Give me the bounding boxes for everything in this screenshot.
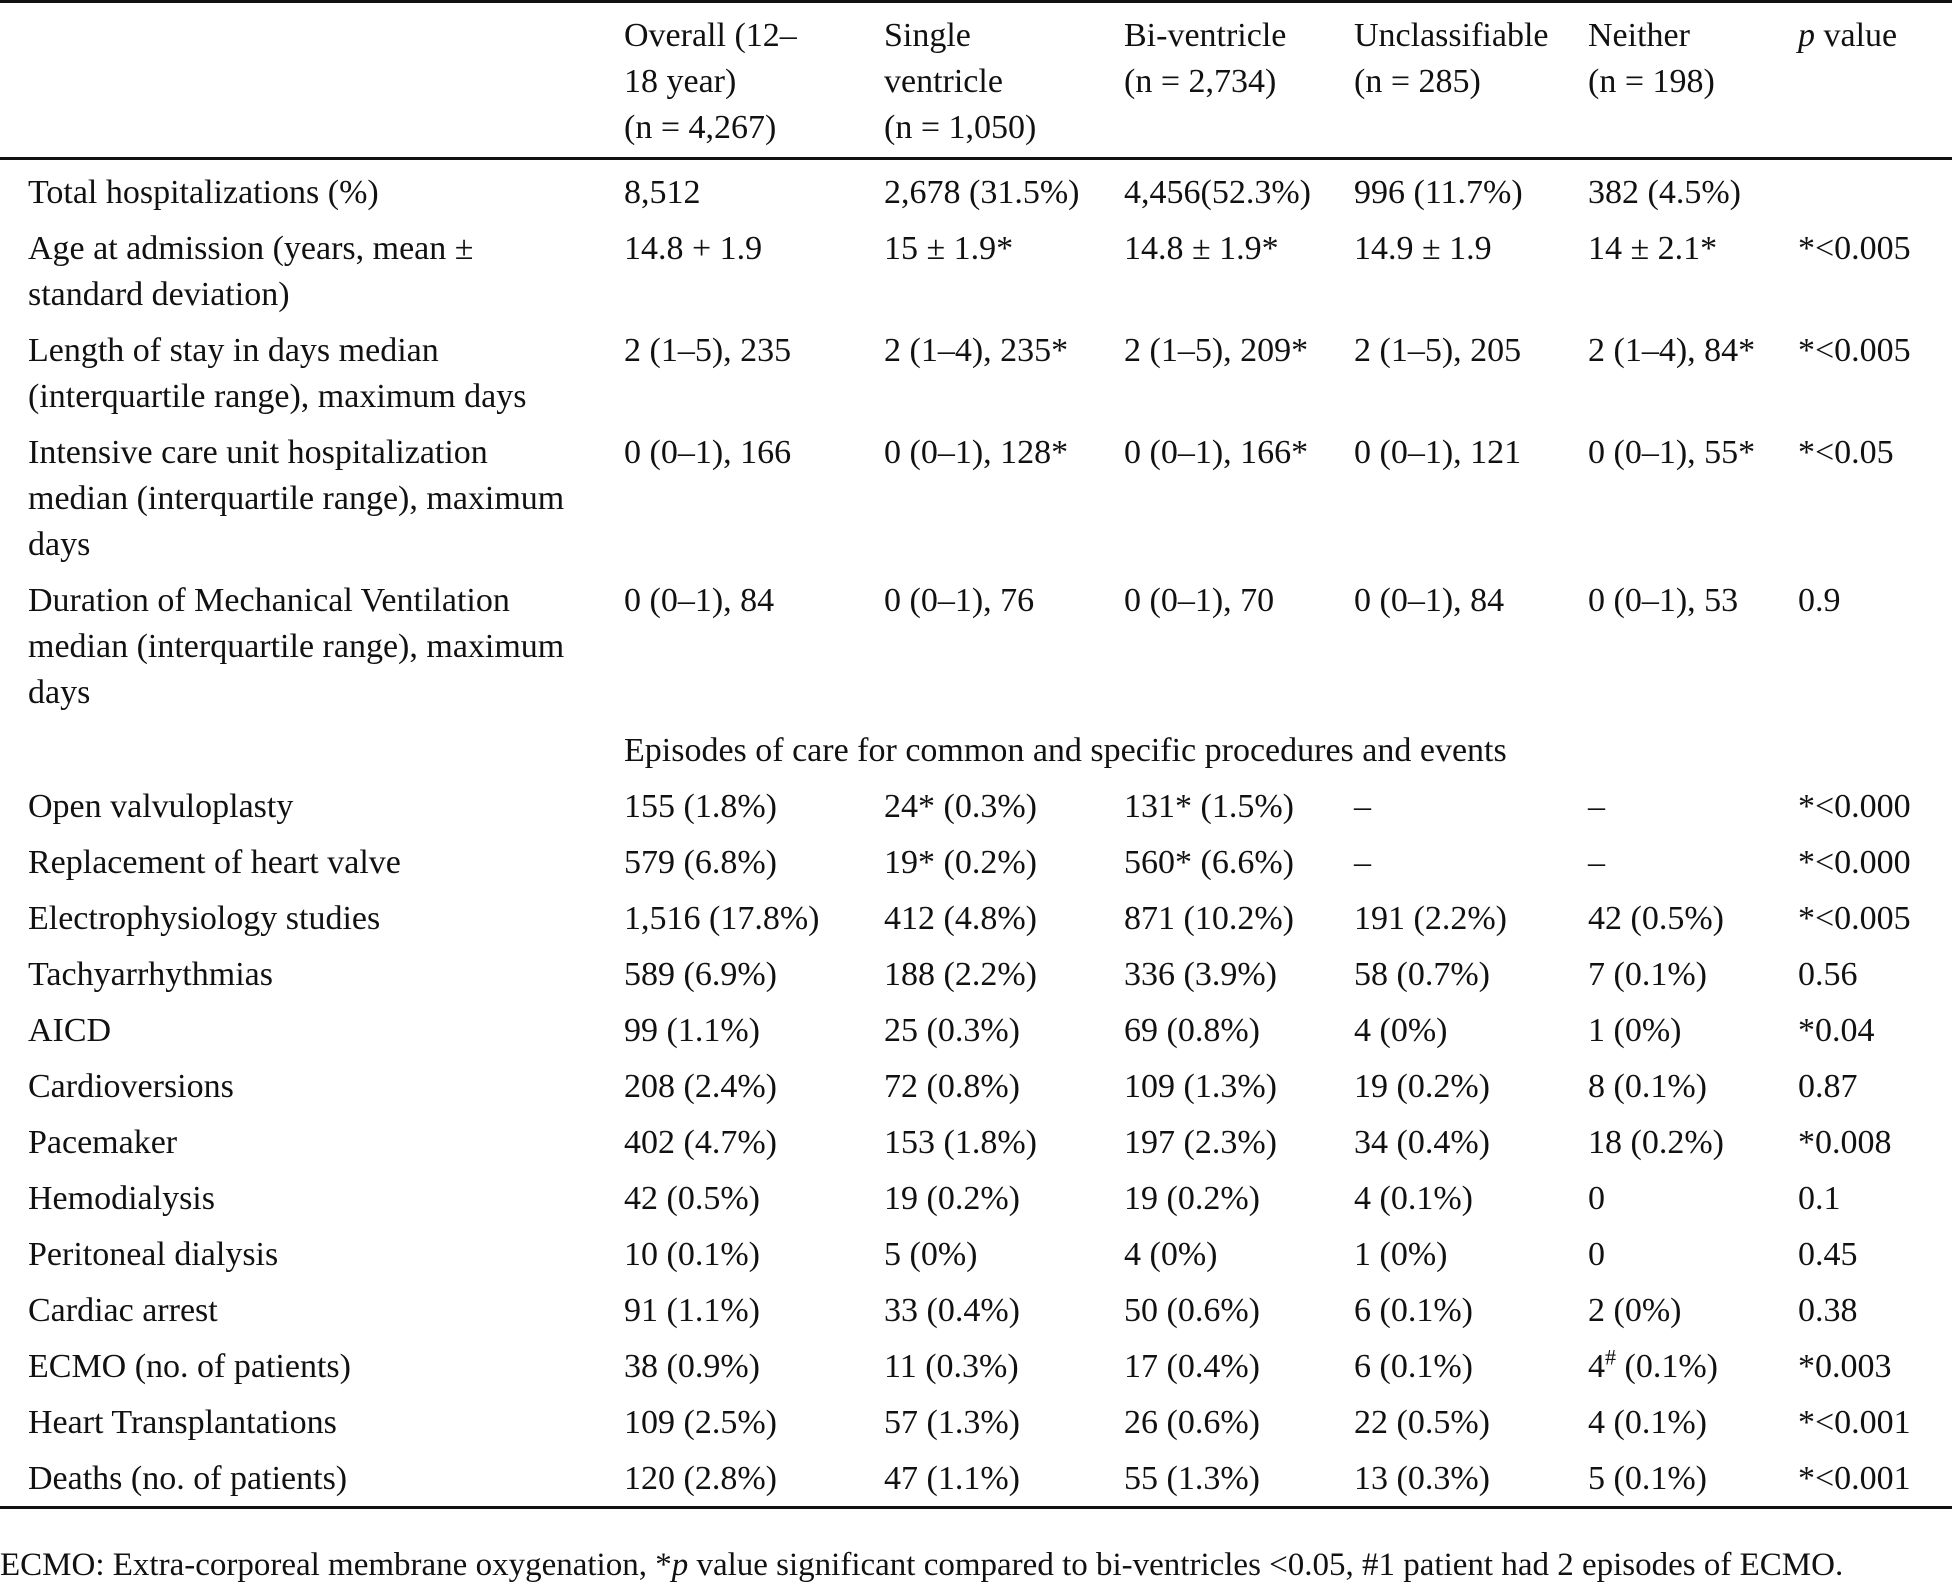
cell-neither: 0 <box>1588 1236 1605 1273</box>
table-row <box>0 946 1952 1002</box>
cell-bi-ventricle: 17 (0.4%) <box>1124 1348 1260 1385</box>
cell-unclassifiable: 13 (0.3%) <box>1354 1460 1490 1497</box>
table-row <box>0 1450 1952 1508</box>
cell-unclassifiable: – <box>1354 788 1371 825</box>
cell-overall: 579 (6.8%) <box>624 844 777 881</box>
cell-p-value: *<0.000 <box>1798 788 1911 825</box>
cell-neither: 5 (0.1%) <box>1588 1460 1707 1497</box>
cell-unclassifiable: 6 (0.1%) <box>1354 1292 1473 1329</box>
cell-p-value: *<0.001 <box>1798 1460 1911 1497</box>
cell-single-ventricle: 2,678 (31.5%) <box>884 174 1080 211</box>
cell-overall: 402 (4.7%) <box>624 1124 777 1161</box>
row-label: Hemodialysis <box>28 1180 215 1217</box>
cell-neither: – <box>1588 788 1605 825</box>
cell-single-ventricle: 5 (0%) <box>884 1236 978 1273</box>
cell-unclassifiable: 6 (0.1%) <box>1354 1348 1473 1385</box>
cell-overall: 10 (0.1%) <box>624 1236 760 1273</box>
cell-neither: 1 (0%) <box>1588 1012 1682 1049</box>
cell-bi-ventricle: 50 (0.6%) <box>1124 1292 1260 1329</box>
row-label: Tachyarrhythmias <box>28 956 273 993</box>
row-label: Replacement of heart valve <box>28 844 401 881</box>
row-label: Length of stay in days median (interquartile range), maximum days <box>28 332 527 415</box>
table-row <box>0 1226 1952 1282</box>
cell-overall: 208 (2.4%) <box>624 1068 777 1105</box>
cell-unclassifiable: 0 (0–1), 121 <box>1354 434 1522 471</box>
cell-neither: 0 <box>1588 1180 1605 1217</box>
cell-neither: 7 (0.1%) <box>1588 956 1707 993</box>
row-label: Heart Transplantations <box>28 1404 337 1441</box>
cell-unclassifiable: 4 (0%) <box>1354 1012 1448 1049</box>
cell-single-ventricle: 33 (0.4%) <box>884 1292 1020 1329</box>
ecmo-neither-value: 4 <box>1588 1348 1605 1385</box>
row-label: Total hospitalizations (%) <box>28 174 379 211</box>
table-body-bottom <box>0 778 1952 1508</box>
table-row <box>0 1058 1952 1114</box>
cell-p-value <box>1798 159 1952 221</box>
cell-overall: 0 (0–1), 166 <box>624 434 792 471</box>
table-row <box>0 220 1952 322</box>
cell-single-ventricle: 188 (2.2%) <box>884 956 1037 993</box>
cell-bi-ventricle: 131* (1.5%) <box>1124 788 1294 825</box>
cell-single-ventricle: 412 (4.8%) <box>884 900 1037 937</box>
cell-single-ventricle: 47 (1.1%) <box>884 1460 1020 1497</box>
cell-unclassifiable: 58 (0.7%) <box>1354 956 1490 993</box>
cell-bi-ventricle: 0 (0–1), 166* <box>1124 434 1309 471</box>
cell-p-value: 0.9 <box>1798 582 1841 619</box>
cell-bi-ventricle: 2 (1–5), 209* <box>1124 332 1309 369</box>
cell-single-ventricle: 19 (0.2%) <box>884 1180 1020 1217</box>
cell-p-value: 0.38 <box>1798 1292 1858 1329</box>
cell-p-value: *0.04 <box>1798 1012 1875 1049</box>
table-row <box>0 572 1952 720</box>
section-header <box>0 720 1952 778</box>
table-row <box>0 1282 1952 1338</box>
cell-p-value: *<0.005 <box>1798 230 1911 267</box>
cell-neither: 2 (1–4), 84* <box>1588 332 1756 369</box>
cell-bi-ventricle: 69 (0.8%) <box>1124 1012 1260 1049</box>
cell-overall: 155 (1.8%) <box>624 788 777 825</box>
cell-single-ventricle: 19* (0.2%) <box>884 844 1037 881</box>
cell-single-ventricle: 57 (1.3%) <box>884 1404 1020 1441</box>
cell-overall: 109 (2.5%) <box>624 1404 777 1441</box>
cell-unclassifiable: 19 (0.2%) <box>1354 1068 1490 1105</box>
cell-unclassifiable: 22 (0.5%) <box>1354 1404 1490 1441</box>
cell-neither: – <box>1588 844 1605 881</box>
cell-p-value: 0.1 <box>1798 1180 1841 1217</box>
table-row <box>0 834 1952 890</box>
table-row <box>0 778 1952 834</box>
table-footnote: ECMO: Extra-corporeal membrane oxygenation, *p value significant compared to bi-ventricles <0.05, #1 patient had 2 episodes of ECMO. <box>0 1547 1844 1583</box>
cell-unclassifiable: 191 (2.2%) <box>1354 900 1507 937</box>
cell-single-ventricle: 153 (1.8%) <box>884 1124 1037 1161</box>
header-neither: Neither (n = 198) <box>1588 17 1715 100</box>
header-single-ventricle: Single ventricle (n = 1,050) <box>884 17 1037 146</box>
cell-bi-ventricle: 109 (1.3%) <box>1124 1068 1277 1105</box>
header-unclassifiable: Unclassifiable (n = 285) <box>1354 17 1549 100</box>
table-row <box>0 322 1952 424</box>
row-label: Duration of Mechanical Ventilation median (interquartile range), maximum days <box>28 582 565 711</box>
cell-bi-ventricle: 4,456(52.3%) <box>1124 174 1311 211</box>
cell-overall: 120 (2.8%) <box>624 1460 777 1497</box>
cell-single-ventricle: 2 (1–4), 235* <box>884 332 1069 369</box>
row-label: AICD <box>28 1012 112 1049</box>
cell-overall: 99 (1.1%) <box>624 1012 760 1049</box>
row-label: ECMO (no. of patients) <box>28 1348 351 1385</box>
section-title: Episodes of care for common and specific procedures and events <box>624 732 1507 769</box>
cell-single-ventricle: 0 (0–1), 76 <box>884 582 1035 619</box>
cell-bi-ventricle: 871 (10.2%) <box>1124 900 1294 937</box>
cell-p-value: *<0.005 <box>1798 332 1911 369</box>
cell-overall: 91 (1.1%) <box>624 1292 760 1329</box>
cell-neither <box>1588 1338 1798 1394</box>
cell-p-value: *0.008 <box>1798 1124 1892 1161</box>
row-label: Pacemaker <box>28 1124 178 1161</box>
cell-p-value: *<0.05 <box>1798 434 1894 471</box>
cell-bi-ventricle: 336 (3.9%) <box>1124 956 1277 993</box>
cell-overall: 589 (6.9%) <box>624 956 777 993</box>
cell-bi-ventricle: 14.8 ± 1.9* <box>1124 230 1279 267</box>
cell-neither: 0 (0–1), 55* <box>1588 434 1756 471</box>
cell-p-value: *<0.005 <box>1798 900 1911 937</box>
footnote-mark: # <box>1605 1344 1616 1370</box>
cell-unclassifiable: – <box>1354 844 1371 881</box>
cell-bi-ventricle: 55 (1.3%) <box>1124 1460 1260 1497</box>
cell-single-ventricle: 72 (0.8%) <box>884 1068 1020 1105</box>
table-row <box>0 1338 1952 1394</box>
cell-single-ventricle: 25 (0.3%) <box>884 1012 1020 1049</box>
row-label: Deaths (no. of patients) <box>28 1460 348 1497</box>
cell-neither: 18 (0.2%) <box>1588 1124 1724 1161</box>
cell-overall: 8,512 <box>624 174 701 211</box>
header-row <box>0 2 1952 159</box>
cell-single-ventricle: 11 (0.3%) <box>884 1348 1019 1385</box>
header-label-column <box>0 2 624 159</box>
table-row <box>0 1002 1952 1058</box>
cell-single-ventricle: 0 (0–1), 128* <box>884 434 1069 471</box>
cell-bi-ventricle: 0 (0–1), 70 <box>1124 582 1275 619</box>
cell-bi-ventricle: 4 (0%) <box>1124 1236 1218 1273</box>
cell-unclassifiable: 14.9 ± 1.9 <box>1354 230 1492 267</box>
section-row <box>0 720 1952 778</box>
cell-neither: 382 (4.5%) <box>1588 174 1741 211</box>
cell-single-ventricle: 24* (0.3%) <box>884 788 1037 825</box>
row-label: Age at admission (years, mean ± standard deviation) <box>28 230 474 313</box>
header-p-value: p value <box>1798 17 1898 54</box>
table-row <box>0 159 1952 221</box>
cell-bi-ventricle: 26 (0.6%) <box>1124 1404 1260 1441</box>
cell-overall: 1,516 (17.8%) <box>624 900 820 937</box>
table-body-top <box>0 159 1952 721</box>
cell-p-value: 0.56 <box>1798 956 1858 993</box>
cell-overall: 42 (0.5%) <box>624 1180 760 1217</box>
cell-unclassifiable: 996 (11.7%) <box>1354 174 1523 211</box>
cell-neither: 2 (0%) <box>1588 1292 1682 1329</box>
cell-neither: 42 (0.5%) <box>1588 900 1724 937</box>
cell-p-value: *<0.001 <box>1798 1404 1911 1441</box>
cell-neither: 14 ± 2.1* <box>1588 230 1718 267</box>
cell-neither: 4 (0.1%) <box>1588 1404 1707 1441</box>
cell-p-value: 0.45 <box>1798 1236 1858 1273</box>
cell-neither: 0 (0–1), 53 <box>1588 582 1739 619</box>
ecmo-neither-percent: (0.1%) <box>1616 1348 1718 1385</box>
cell-bi-ventricle: 197 (2.3%) <box>1124 1124 1277 1161</box>
table-row <box>0 1170 1952 1226</box>
cell-unclassifiable: 2 (1–5), 205 <box>1354 332 1522 369</box>
table-row <box>0 890 1952 946</box>
row-label: Open valvuloplasty <box>28 788 294 825</box>
cell-single-ventricle: 15 ± 1.9* <box>884 230 1014 267</box>
cell-overall: 14.8 + 1.9 <box>624 230 763 267</box>
header-overall: Overall (12– 18 year) (n = 4,267) <box>624 17 797 146</box>
cell-overall: 0 (0–1), 84 <box>624 582 775 619</box>
row-label: Cardioversions <box>28 1068 234 1105</box>
cell-unclassifiable: 0 (0–1), 84 <box>1354 582 1505 619</box>
cell-unclassifiable: 1 (0%) <box>1354 1236 1448 1273</box>
cell-bi-ventricle: 560* (6.6%) <box>1124 844 1294 881</box>
table-row <box>0 1114 1952 1170</box>
cell-bi-ventricle: 19 (0.2%) <box>1124 1180 1260 1217</box>
row-label: Cardiac arrest <box>28 1292 218 1329</box>
table-row <box>0 1394 1952 1450</box>
cell-overall: 38 (0.9%) <box>624 1348 760 1385</box>
row-label: Peritoneal dialysis <box>28 1236 279 1273</box>
cell-overall: 2 (1–5), 235 <box>624 332 792 369</box>
row-label: Intensive care unit hospitalization median (interquartile range), maximum days <box>28 434 565 563</box>
cell-p-value: 0.87 <box>1798 1068 1858 1105</box>
cell-neither: 8 (0.1%) <box>1588 1068 1707 1105</box>
row-label: Electrophysiology studies <box>28 900 381 937</box>
header-bi-ventricle: Bi-ventricle (n = 2,734) <box>1124 17 1287 100</box>
cell-p-value: *<0.000 <box>1798 844 1911 881</box>
table-header <box>0 2 1952 159</box>
cell-unclassifiable: 34 (0.4%) <box>1354 1124 1490 1161</box>
cell-unclassifiable: 4 (0.1%) <box>1354 1180 1473 1217</box>
cell-p-value: *0.003 <box>1798 1348 1892 1385</box>
table-row <box>0 424 1952 572</box>
